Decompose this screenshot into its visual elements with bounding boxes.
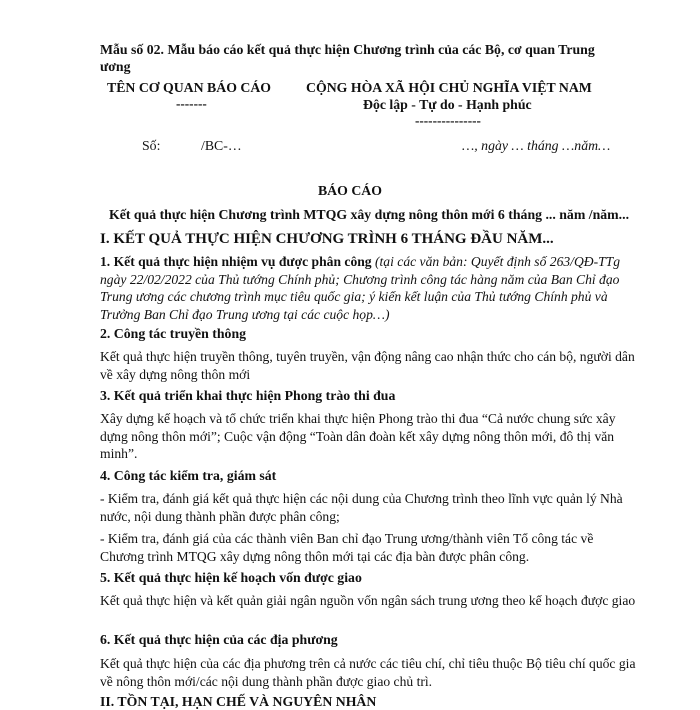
nation-name: CỘNG HÒA XÃ HỘI CHỦ NGHĨA VIỆT NAM (306, 80, 592, 95)
section-2-heading: 2. Công tác truyền thông (100, 326, 247, 341)
section-6-body: Kết quả thực hiện của các địa phương trên cả nước các tiêu chí, chỉ tiêu thuộc Bộ tiêu chí quốc gia về nông thôn mới/các nội dung thành phần được giao chủ trì. (100, 656, 636, 689)
document-number-value: /BC-… (201, 138, 242, 153)
agency-name: TÊN CƠ QUAN BÁO CÁO (107, 80, 272, 95)
part2-heading: II. TỒN TẠI, HẠN CHẾ VÀ NGUYÊN NHÂN (100, 694, 377, 709)
section-4-heading: 4. Công tác kiểm tra, giám sát (100, 468, 277, 483)
section-3-heading: 3. Kết quả triển khai thực hiện Phong trào thi đua (100, 388, 396, 403)
form-title-line2: ương (100, 59, 131, 74)
section-1 (100, 253, 640, 323)
section-4-body-2: - Kiểm tra, đánh giá của các thành viên Ban chỉ đạo Trung ương/thành viên Tổ công tác về Chương trình MTQG xây dựng nông thôn mới tại các địa bàn được phân công. (100, 531, 594, 564)
section-2-body: Kết quả thực hiện truyền thông, tuyên truyền, vận động nâng cao nhận thức cho cán bộ, người dân về xây dựng nông thôn mới (100, 349, 635, 382)
report-subtitle: Kết quả thực hiện Chương trình MTQG xây dựng nông thôn mới 6 tháng ... năm /năm... (108, 207, 630, 222)
section-3-body: Xây dựng kế hoạch và tổ chức triển khai thực hiện Phong trào thi đua “Cả nước chung sức xây dựng nông thôn mới”; Cuộc vận động “Toàn dân đoàn kết xây dựng nông thôn mới, đô thị văn minh”. (100, 411, 616, 461)
motto-dash: --------------- (415, 113, 481, 128)
national-motto: Độc lập - Tự do - Hạnh phúc (363, 97, 532, 112)
section-5-body: Kết quả thực hiện và kết quản giải ngân nguồn vốn ngân sách trung ương theo kế hoạch được giao (100, 593, 636, 608)
form-title-line1: Mẫu số 02. Mẫu báo cáo kết quả thực hiện Chương trình của các Bộ, cơ quan Trung (100, 42, 595, 57)
date-line: …, ngày … tháng …năm… (462, 138, 611, 153)
agency-dash: ------- (176, 96, 207, 111)
part1-heading: I. KẾT QUẢ THỰC HIỆN CHƯƠNG TRÌNH 6 THÁNG ĐẦU NĂM... (100, 231, 554, 247)
section-6-heading: 6. Kết quả thực hiện của các địa phương (100, 632, 338, 647)
section-1-heading: 1. Kết quả thực hiện nhiệm vụ được phân công (100, 254, 372, 269)
section-4-body-1: - Kiểm tra, đánh giá kết quả thực hiện các nội dung của Chương trình theo lĩnh vực quản lý Nhà nước, nội dung thành phần được phân công; (100, 491, 623, 524)
report-title: BÁO CÁO (317, 183, 382, 198)
section-5-heading: 5. Kết quả thực hiện kế hoạch vốn được giao (100, 570, 362, 585)
section-1-note: (tại các văn bản: Quyết định số 263/QĐ-TTg ngày 22/02/2022 của Thủ tướng Chính phủ; Chương trình công tác hàng năm của Ban Chỉ đạo Trung ương các chương trình mục tiêu quốc gia; ý kiến kết luận của Thủ tướng Chính phủ và Trưởng Ban Chỉ đạo Trung ương tại các cuộc họp…) (100, 254, 621, 322)
document-number-label: Số: (142, 138, 161, 153)
